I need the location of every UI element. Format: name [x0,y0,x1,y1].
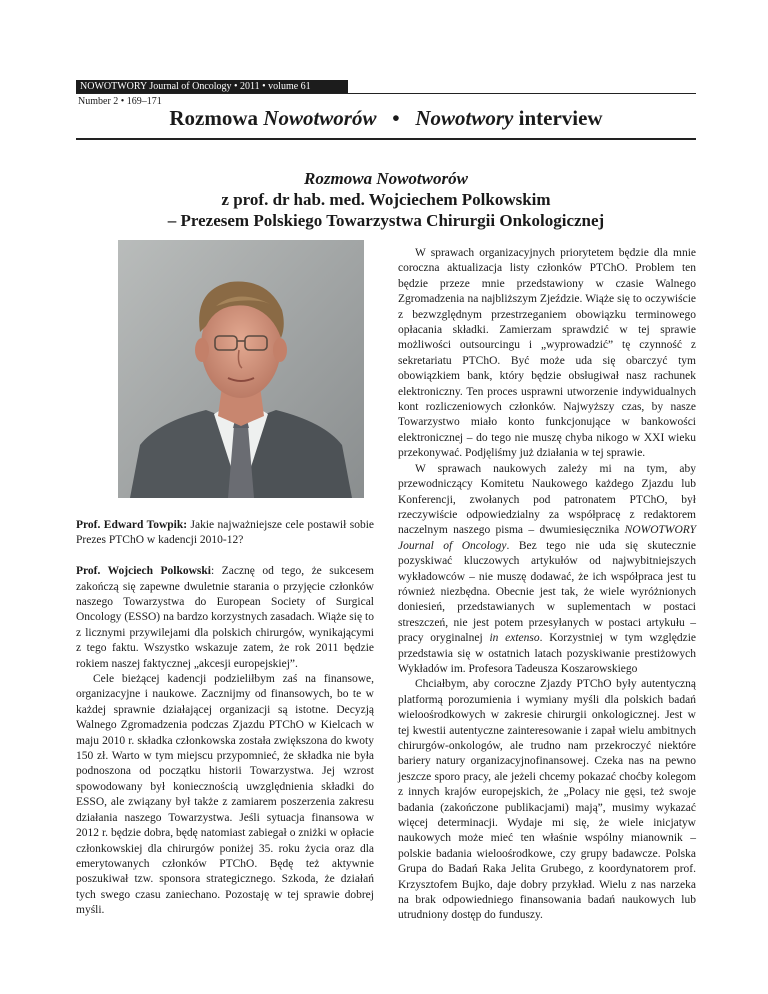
in-extenso: in extenso [489,632,540,645]
question-paragraph [76,518,374,549]
portrait-photo [118,240,364,498]
article-title-line3: – Prezesem Polskiego Towarzystwa Chirurgii Onkologicznej [167,211,605,230]
section-title [76,106,696,130]
answer-speaker: Prof. Wojciech Polkowski [76,565,212,578]
article-title-line1: Rozmowa Nowotworów [304,169,468,188]
issue-line: Number 2 • 169–171 [78,96,162,107]
section-title-part2: Nowotworów [263,106,377,130]
para2-text-b: . Bez tego nie uda się skutecznie pozyskiwać kluczowych artykułów od najwybitniejszych wykładowców – nie muszę dodawać, że ich współpraca jest tu również niezbędna. Obecnie jest tak, że wiele wyróżnionych doniesień, przedstawianych w suplementach w postaci streszczeń, nie jest potem przesyłanych w postaci artykułu – pracy oryginalnej [398,539,697,645]
article-title-line2: z prof. dr hab. med. Wojciechem Polkowskim [221,190,551,209]
right-column [398,246,696,924]
para2-text-c: . Korzystniej w tym względzie przedstawia się w ostatnich latach pozyskiwanie prestiżowych Wykładów im. Profesora Tadeusza Koszarowskiego [398,632,696,675]
answer-paragraph [76,564,374,672]
question-speaker: Prof. Edward Towpik: [76,519,188,531]
section-title-part3: Nowotwory [415,106,514,130]
body-paragraph [398,462,696,678]
header-rule [76,93,696,94]
article-title [76,168,696,231]
section-title-part4: interview [513,106,603,130]
body-paragraph: Cele bieżącej kadencji podzieliłbym zaś na finansowe, organizacyjne i naukowe. Zacznijmy od finansowych, bo te w każdej sprawnie działającej organizacji są istotne. Decyzją Walnego Zgromadzenia podczas Zjazdu PTChO w Kielcach w maju 2010 r. składka członkowska została zwiększona do kwoty 150 zł. Warto w tym miejscu przypomnieć, że składka nie była podnoszona od początku historii Towarzystwa. Jej wzrost spowodowany był koniecznością uwzględnienia składki do ESSO, ale związany był także z zamiarem poszerzenia zakresu działania naszego Towarzystwa. Jeśli sytuacja finansowa w 2012 r. będzie dobra, będę natomiast zabiegał o zniżki w opłacie członkowskiej dla chirurgów poniżej 35. roku życia oraz dla emerytowanych członków PTChO. Będę też aktywnie poszukiwał tzw. sponsora strategicznego. Szkoda, że działań tych swego czasu zaniechano. Pozostaję w tej sprawie dobrej myśli. [76,673,374,917]
section-title-part1: Rozmowa [169,106,264,130]
section-rule [76,138,696,140]
portrait-illustration [118,240,364,498]
question-text: Jakie najważniejsze cele postawił sobie Prezes PTChO w kadencji 2010-12? [76,519,374,547]
body-paragraph: Chciałbym, aby coroczne Zjazdy PTChO były autentyczną platformą porozumienia i wymiany myśli dla polskich badań wieloośrodkowych w zakresie chirurgii onkologicznej. Jest w tej kwestii autentyczne zainteresowanie i zapał wielu ambitnych chirurgów-onkologów, ale trudno nam przekroczyć niektóre bariery natury organizacyjnofinansowej. Czeka nas na pewno jeszcze sporo pracy, ale jeżeli chcemy pokazać choćby kolegom z innych krajów europejskich, że „Polacy nie gęsi, też swoje badania (zakończone publikacjami) mają”, musimy wykazać więcej determinacji. Wydaje mi się, że wiele inicjatyw naukowych może mieć ten właśnie wspólny mianownik – polskie badania wieloośrodkowe, czy grupy badawcze. Polska Grupa do Badań Raka Jelita Grubego, z koordynatorem prof. Krzysztofem Bujko, daje dobry przykład. Wielu z nas narzeka na brak odpowiedniego finansowania badań naukowych lub utrudniony dostęp do funduszy. [398,678,696,922]
journal-line: NOWOTWORY Journal of Oncology • 2011 • volume 61 [80,81,311,92]
answer-text: : Zacznę od tego, że sukcesem zakończą się zapewne dwuletnie starania o przyjęcie członków naszego Towarzystwa do European Society of Surgical Oncology (ESSO) na bardzo korzystnych zasadach. Wiąże się to z licznymi przywilejami dla polskich chirurgów, wynikającymi z tego faktu. Wszystko wskazuje zatem, że rok 2011 będzie rokiem naszej faktycznej „akcesji europejskiej”. [76,565,374,670]
journal-name: NOWOTWORY Journal of Oncology [398,524,696,552]
left-column [76,518,374,919]
body-paragraph: W sprawach organizacyjnych priorytetem będzie dla mnie coroczna aktualizacja listy członków PTChO. Problem ten będzie przeze mnie przedstawiony w czasie Walnego Zgromadzenia na najbliższym Zjeździe. Wiąże się to oczywiście z bezwzględnym przestrzeganiem obowiązku terminowego opłacania składki. Zamierzam sprawdzić w tej sprawie możliwości outsourcingu i „wyprowadzić” tę czynność z sekretariatu PTChO. Być może uda się obarczyć tym obowiązkiem bank, który będzie obsługiwał nasz rachunek elektroniczny. Ten proces usprawni utworzenie indywidualnych kont rozliczeniowych członków. Najwyższy czas, by nasze Towarzystwo miało konto funkcjonujące w bankowości elektronicznej – do tego nie muszę chyba nikogo w XXI wieku przekonywać. Podjęliśmy już działania w tej sprawie. [398,247,696,460]
section-title-bullet: • [392,106,400,130]
para2-text-a: W sprawach naukowych zależy mi na tym, aby przewodniczący Komitetu Naukowego każdego Zjazdu lub Konferencji, zwołanych pod patronatem PTChO, był rzeczywiście odpowiedzialny za współpracę z redaktorem naczelnym naszego pisma – dwumiesięcznika [398,462,696,537]
journal-banner [76,80,348,93]
